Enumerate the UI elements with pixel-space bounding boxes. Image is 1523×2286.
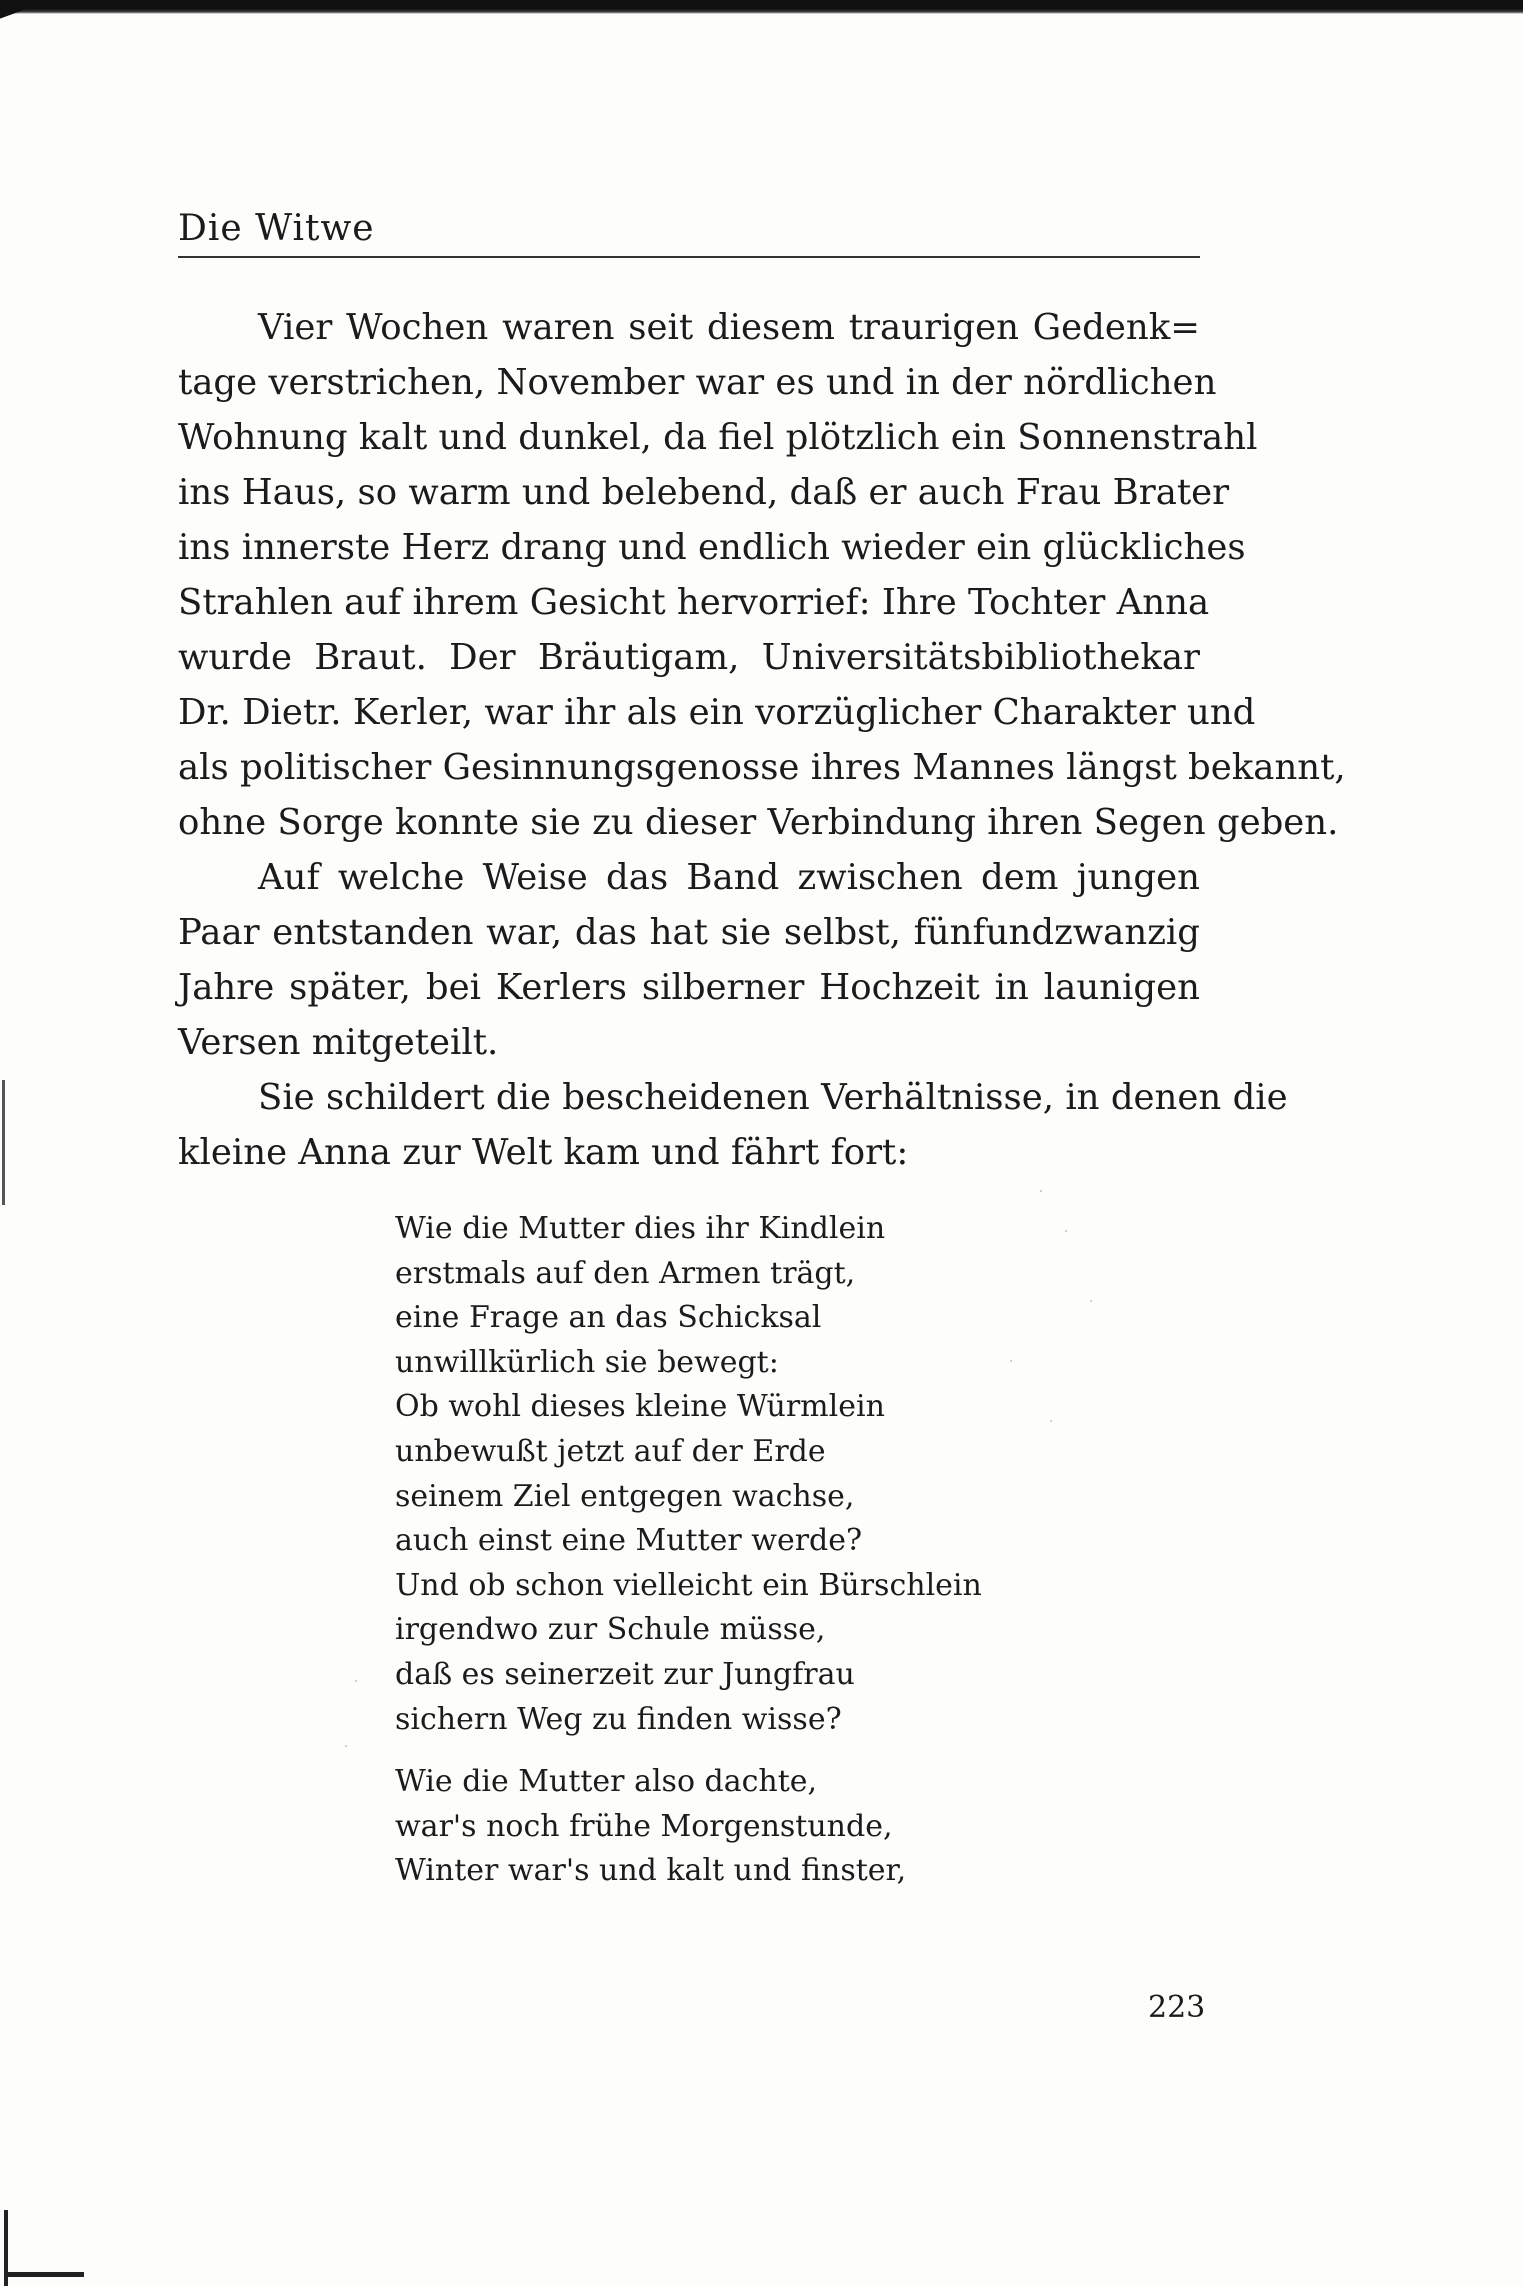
poem bbox=[395, 1207, 1035, 1894]
verse-line: auch einst eine Mutter werde? bbox=[395, 1523, 863, 1559]
paper-speckle bbox=[1010, 1360, 1012, 1362]
poem-stanza-2 bbox=[395, 1760, 1035, 1894]
paper-speckle bbox=[345, 1745, 347, 1747]
verse-line: sichern Weg zu finden wisse? bbox=[395, 1701, 842, 1737]
page-corner-shadow bbox=[0, 0, 30, 30]
verse-line: irgendwo zur Schule müsse, bbox=[395, 1612, 826, 1648]
text-line: Wohnung kalt und dunkel, da fiel plötzlich ein Sonnenstrahl bbox=[178, 417, 1258, 458]
page-number: 223 bbox=[1148, 1990, 1206, 2025]
paper-speckle bbox=[1090, 1300, 1092, 1302]
paragraph-3 bbox=[178, 1070, 1288, 1180]
page-gutter-mark bbox=[2, 1080, 5, 1205]
paper-speckle bbox=[1065, 1230, 1067, 1232]
text-line: Sie schildert die bescheidenen Verhältnisse, in denen die bbox=[258, 1077, 1288, 1118]
paper-speckle bbox=[1040, 1190, 1042, 1192]
verse-line: eine Frage an das Schicksal bbox=[395, 1300, 822, 1336]
text-line: ins innerste Herz drang und endlich wieder ein glückliches bbox=[178, 527, 1246, 568]
verse-line: seinem Ziel entgegen wachse, bbox=[395, 1478, 855, 1514]
verse-line: Ob wohl dieses kleine Würmlein bbox=[395, 1389, 885, 1425]
text-line: wurde Braut. Der Bräutigam, Universitätsbibliothekar bbox=[178, 637, 1200, 678]
header-rule bbox=[178, 256, 1200, 258]
text-line: Auf welche Weise das Band zwischen dem jungen bbox=[258, 857, 1200, 898]
verse-line: unbewußt jetzt auf der Erde bbox=[395, 1433, 826, 1469]
verse-line: war's noch frühe Morgenstunde, bbox=[395, 1808, 893, 1844]
text-line: tage verstrichen, November war es und in der nördlichen bbox=[178, 362, 1217, 403]
text-line: kleine Anna zur Welt kam und fährt fort: bbox=[178, 1132, 909, 1173]
text-line: als politischer Gesinnungsgenosse ihres Mannes längst bekannt, bbox=[178, 747, 1346, 788]
text-line: Versen mitgeteilt. bbox=[178, 1022, 499, 1063]
text-line: Vier Wochen waren seit diesem traurigen Gedenk= bbox=[258, 307, 1200, 348]
text-line: Dr. Dietr. Kerler, war ihr als ein vorzüglicher Charakter und bbox=[178, 692, 1256, 733]
verse-line: Wie die Mutter dies ihr Kindlein bbox=[395, 1211, 886, 1246]
text-line: ohne Sorge konnte sie zu dieser Verbindung ihren Segen geben. bbox=[178, 802, 1339, 843]
verse-line: Winter war's und kalt und finster, bbox=[395, 1853, 907, 1889]
verse-line: Wie die Mutter also dachte, bbox=[395, 1764, 818, 1800]
body-text bbox=[178, 300, 1346, 1180]
paragraph-1 bbox=[178, 300, 1346, 850]
paper-speckle bbox=[355, 1680, 357, 1682]
paper-speckle bbox=[1050, 1420, 1052, 1422]
verse-line: erstmals auf den Armen trägt, bbox=[395, 1255, 856, 1291]
text-line: Paar entstanden war, das hat sie selbst, fünfundzwanzig bbox=[178, 912, 1200, 953]
verse-line: Und ob schon vielleicht ein Bürschlein bbox=[395, 1567, 982, 1603]
verse-line: daß es seinerzeit zur Jungfrau bbox=[395, 1656, 855, 1692]
text-line: ins Haus, so warm und belebend, daß er auch Frau Brater bbox=[178, 472, 1230, 513]
verse-line: unwillkürlich sie bewegt: bbox=[395, 1344, 779, 1380]
text-line: Jahre später, bei Kerlers silberner Hochzeit in launigen bbox=[178, 967, 1200, 1008]
crop-mark-horizontal bbox=[4, 2272, 84, 2277]
poem-stanza-1 bbox=[395, 1207, 1035, 1742]
running-head: Die Witwe bbox=[178, 208, 375, 249]
paragraph-2 bbox=[178, 850, 1200, 1070]
page-top-edge bbox=[0, 0, 1523, 14]
text-line: Strahlen auf ihrem Gesicht hervorrief: Ihre Tochter Anna bbox=[178, 582, 1210, 623]
